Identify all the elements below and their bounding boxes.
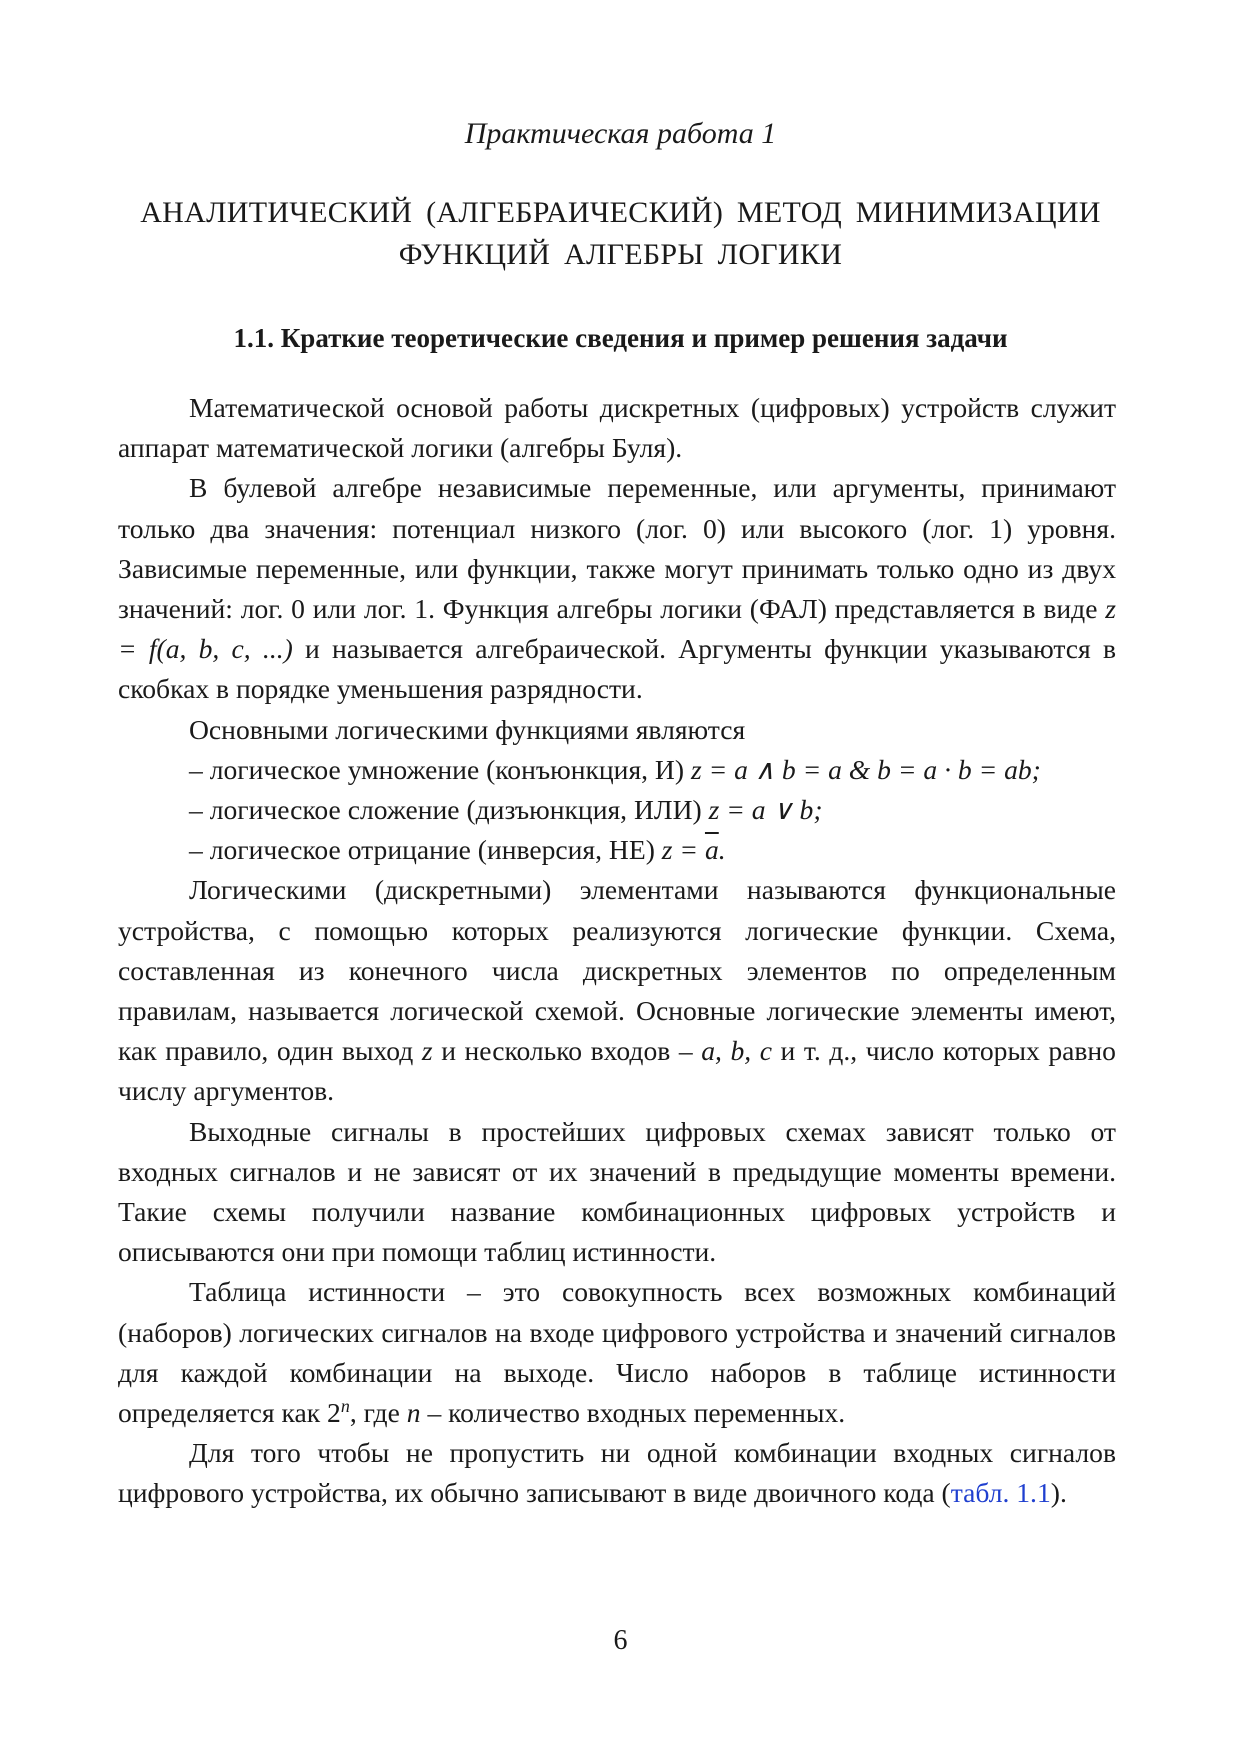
body-text bbox=[118, 388, 1116, 1514]
list-item-negation: – логическое отрицание (инверсия, НЕ) $z = \overline{a}$. bbox=[189, 834, 726, 866]
paragraph-7: Для того чтобы не пропустить ни одной комбинации входных сигналов цифрового устройства, их обычно записывают в виде двоичного кода (табл. 1.1). bbox=[118, 1437, 1116, 1509]
practical-work-subtitle: Практическая работа 1 bbox=[464, 117, 777, 150]
paragraph-3: Основными логическими функциями являются bbox=[189, 713, 746, 745]
paragraph-2: В булевой алгебре независимые переменные, или аргументы, принимают только два значения: потенциал низкого (лог. 0) или высокого (лог. 1) уровня. Зависимые переменные, или функции, также могут принимать только одно из двух значений: лог. 0 или лог. 1. Функция алгебры логики (ФАЛ) представляется в виде z = f(a, b, c, ...) и называется алгебраической. Аргументы функции указываются в скобках в порядке уменьшения разрядности. bbox=[118, 472, 1117, 705]
chapter-title-line-1: АНАЛИТИЧЕСКИЙ (АЛГЕБРАИЧЕСКИЙ) МЕТОД МИНИМИЗАЦИИ bbox=[140, 196, 1101, 229]
paragraph-5: Выходные сигналы в простейших цифровых схемах зависят только от входных сигналов и не зависят от их значений в предыдущие моменты времени. Такие схемы получили название комбинационных цифровых устройств и описываются они при помощи таблиц истинности. bbox=[118, 1115, 1116, 1268]
page-number: 6 bbox=[613, 1625, 628, 1656]
paragraph-1: Математической основой работы дискретных (цифровых) устройств служит аппарат математической логики (алгебры Буля). bbox=[118, 392, 1116, 464]
list-item-disjunction: – логическое сложение (дизъюнкция, ИЛИ) z = a ∨ b; bbox=[189, 794, 823, 826]
paragraph-6: Таблица истинности – это совокупность всех возможных комбинаций (наборов) логических сигналов на входе цифрового устройства и значений сигналов для каждой комбинации на выходе. Число наборов в таблице истинности определяется как 2$^n$, где n – количество входных переменных. bbox=[118, 1276, 1116, 1429]
chapter-title bbox=[120, 192, 1121, 276]
negation-formula: $z = \overline{a}$. bbox=[661, 834, 726, 866]
section-heading: 1.1. Краткие теоретические сведения и пример решения задачи bbox=[233, 323, 1008, 353]
paragraph-4: Логическими (дискретными) элементами называются функциональные устройства, с помощью которых реализуются логические функции. Схема, составленная из конечного числа дискретных элементов по определенным правилам, называется логической схемой. Основные логические элементы имеют, как правило, один выход z и несколько входов – a, b, c и т. д., число которых равно числу аргументов. bbox=[118, 874, 1116, 1107]
list-item-conjunction: – логическое умножение (конъюнкция, И) z = a ∧ b = a & b = a · b = ab; bbox=[189, 753, 1041, 785]
disjunction-formula: z = a ∨ b; bbox=[708, 794, 823, 826]
chapter-title-line-2: ФУНКЦИЙ АЛГЕБРЫ ЛОГИКИ bbox=[398, 238, 843, 271]
conjunction-formula: z = a ∧ b = a & b = a · b = ab; bbox=[690, 753, 1041, 785]
function-formula: z = f(a, b, c, ...) bbox=[118, 593, 1116, 665]
table-1-1-link[interactable]: табл. 1.1 bbox=[950, 1477, 1051, 1509]
